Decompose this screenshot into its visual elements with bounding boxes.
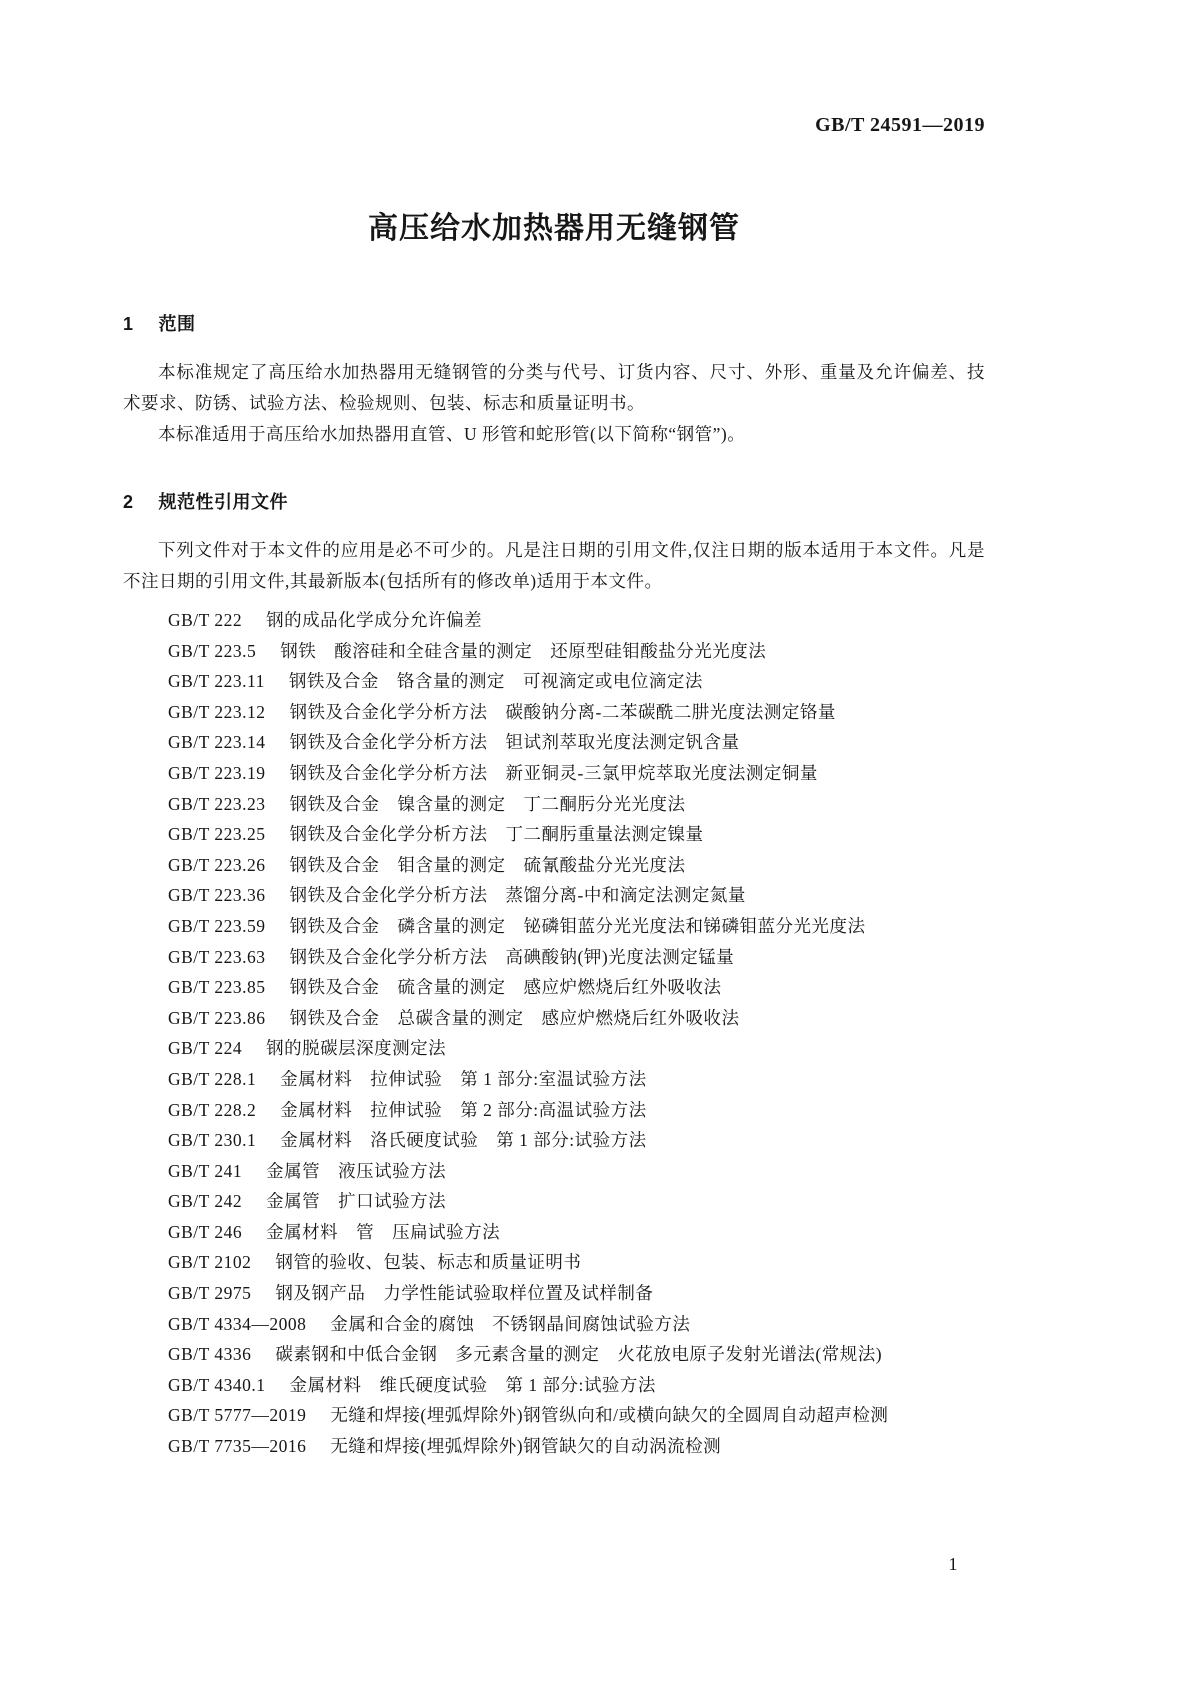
document-title: 高压给水加热器用无缝钢管 (368, 212, 740, 245)
reference-code: GB/T 2975 (168, 1283, 252, 1304)
reference-title: 金属管 液压试验方法 (266, 1160, 447, 1181)
reference-title: 金属管 扩口试验方法 (266, 1191, 447, 1212)
reference-code: GB/T 228.2 (168, 1099, 257, 1120)
section-1-paragraph-2: 本标准适用于高压给水加热器用直管、U 形管和蛇形管(以下简称“钢管”)。 (158, 424, 746, 444)
reference-code: GB/T 223.19 (168, 762, 266, 783)
reference-title: 钢铁及合金化学分析方法 钽试剂萃取光度法测定钒含量 (289, 732, 740, 753)
reference-title: 钢的成品化学成分允许偏差 (266, 610, 483, 630)
reference-code: GB/T 223.23 (168, 793, 266, 814)
reference-item (168, 1278, 985, 1309)
reference-item (168, 789, 985, 820)
reference-item (168, 636, 985, 667)
reference-title: 金属材料 洛氏硬度试验 第 1 部分:试验方法 (280, 1130, 647, 1151)
reference-item (168, 850, 985, 881)
reference-title: 钢铁及合金 硫含量的测定 感应炉燃烧后红外吸收法 (289, 977, 722, 998)
section-2-intro-paragraph: 下列文件对于本文件的应用是必不可少的。凡是注日期的引用文件,仅注日期的版本适用于本文件。凡是不注日期的引用文件,其最新版本(包括所有的修改单)适用于本文件。 (123, 540, 985, 591)
section-1-number: 1 (123, 314, 134, 334)
reference-code: GB/T 223.25 (168, 824, 266, 845)
reference-item (168, 1339, 985, 1370)
page-number: 1 (948, 1554, 958, 1574)
reference-item (168, 942, 985, 973)
reference-code: GB/T 4340.1 (168, 1374, 266, 1395)
reference-code: GB/T 230.1 (168, 1130, 257, 1151)
reference-code: GB/T 4334—2008 (168, 1313, 307, 1334)
reference-code: GB/T 4336 (168, 1344, 252, 1365)
reference-title: 钢铁及合金化学分析方法 蒸馏分离-中和滴定法测定氮量 (289, 885, 746, 906)
reference-code: GB/T 5777—2019 (168, 1405, 307, 1426)
reference-code: GB/T 223.12 (168, 701, 266, 722)
reference-title: 金属材料 拉伸试验 第 1 部分:室温试验方法 (280, 1068, 647, 1089)
reference-item (168, 1309, 985, 1340)
reference-code: GB/T 223.14 (168, 732, 266, 753)
reference-item (168, 1003, 985, 1034)
reference-code: GB/T 223.36 (168, 885, 266, 906)
reference-title: 无缝和焊接(埋弧焊除外)钢管缺欠的自动涡流检测 (330, 1436, 722, 1457)
reference-title: 钢铁及合金化学分析方法 碳酸钠分离-二苯碳酰二肼光度法测定铬量 (289, 701, 836, 722)
reference-item (168, 727, 985, 758)
reference-item (168, 1400, 985, 1431)
reference-title: 金属材料 拉伸试验 第 2 部分:高温试验方法 (280, 1099, 647, 1120)
reference-code: GB/T 224 (168, 1038, 243, 1059)
reference-title: 钢铁及合金 磷含量的测定 铋磷钼蓝分光光度法和锑磷钼蓝分光光度法 (289, 915, 866, 936)
reference-item (168, 758, 985, 789)
reference-title: 钢铁及合金 钼含量的测定 硫氰酸盐分光光度法 (289, 854, 686, 875)
reference-title: 钢的脱碳层深度测定法 (266, 1038, 447, 1059)
reference-code: GB/T 223.63 (168, 946, 266, 967)
reference-item (168, 1033, 985, 1064)
section-1-paragraph-1: 本标准规定了高压给水加热器用无缝钢管的分类与代号、订货内容、尺寸、外形、重量及允许偏差、技术要求、防锈、试验方法、检验规则、包装、标志和质量证明书。 (123, 362, 985, 413)
reference-title: 钢铁及合金 总碳含量的测定 感应炉燃烧后红外吸收法 (289, 1007, 740, 1028)
reference-code: GB/T 223.59 (168, 915, 266, 936)
reference-item (168, 1156, 985, 1187)
reference-item (168, 880, 985, 911)
reference-code: GB/T 7735—2016 (168, 1436, 307, 1457)
reference-title: 钢铁及合金化学分析方法 高碘酸钠(钾)光度法测定锰量 (289, 946, 735, 967)
reference-code: GB/T 223.11 (168, 671, 265, 692)
section-2-title: 规范性引用文件 (158, 492, 289, 512)
reference-item (168, 819, 985, 850)
reference-title: 钢铁 酸溶硅和全硅含量的测定 还原型硅钼酸盐分光光度法 (280, 640, 767, 661)
reference-code: GB/T 223.86 (168, 1007, 266, 1028)
reference-item (168, 1431, 985, 1462)
reference-item (168, 1247, 985, 1278)
reference-code: GB/T 241 (168, 1160, 243, 1181)
reference-item (168, 1370, 985, 1401)
reference-title: 金属材料 管 压扁试验方法 (266, 1221, 501, 1242)
reference-title: 无缝和焊接(埋弧焊除外)钢管纵向和/或横向缺欠的全圆周自动超声检测 (330, 1405, 889, 1426)
reference-title: 钢及钢产品 力学性能试验取样位置及试样制备 (275, 1283, 654, 1304)
reference-item (168, 1125, 985, 1156)
references-list (123, 605, 985, 1462)
reference-title: 金属材料 维氏硬度试验 第 1 部分:试验方法 (289, 1374, 656, 1395)
reference-code: GB/T 2102 (168, 1252, 252, 1273)
standard-number: GB/T 24591—2019 (815, 114, 985, 136)
reference-code: GB/T 223.85 (168, 977, 266, 998)
section-1-heading (123, 312, 985, 336)
reference-item (168, 1186, 985, 1217)
reference-title: 钢铁及合金 镍含量的测定 丁二酮肟分光光度法 (289, 793, 686, 814)
reference-title: 钢铁及合金化学分析方法 丁二酮肟重量法测定镍量 (289, 824, 704, 845)
reference-title: 钢铁及合金 铬含量的测定 可视滴定或电位滴定法 (288, 671, 703, 692)
reference-title: 钢铁及合金化学分析方法 新亚铜灵-三氯甲烷萃取光度法测定铜量 (289, 762, 818, 783)
reference-item (168, 605, 985, 636)
reference-code: GB/T 223.5 (168, 640, 257, 661)
reference-code: GB/T 246 (168, 1221, 243, 1242)
reference-code: GB/T 223.26 (168, 854, 266, 875)
reference-item (168, 972, 985, 1003)
reference-item (168, 697, 985, 728)
reference-title: 碳素钢和中低合金钢 多元素含量的测定 火花放电原子发射光谱法(常规法) (275, 1344, 883, 1365)
section-1-title: 范围 (158, 314, 196, 334)
reference-title: 金属和合金的腐蚀 不锈钢晶间腐蚀试验方法 (330, 1313, 691, 1334)
reference-item (168, 1095, 985, 1126)
section-2-number: 2 (123, 492, 134, 512)
reference-item (168, 911, 985, 942)
reference-item (168, 666, 985, 697)
reference-item (168, 1217, 985, 1248)
reference-item (168, 1064, 985, 1095)
reference-code: GB/T 228.1 (168, 1068, 257, 1089)
reference-code: GB/T 222 (168, 610, 243, 630)
section-2-heading (123, 490, 985, 514)
reference-code: GB/T 242 (168, 1191, 243, 1212)
reference-title: 钢管的验收、包装、标志和质量证明书 (275, 1252, 582, 1273)
